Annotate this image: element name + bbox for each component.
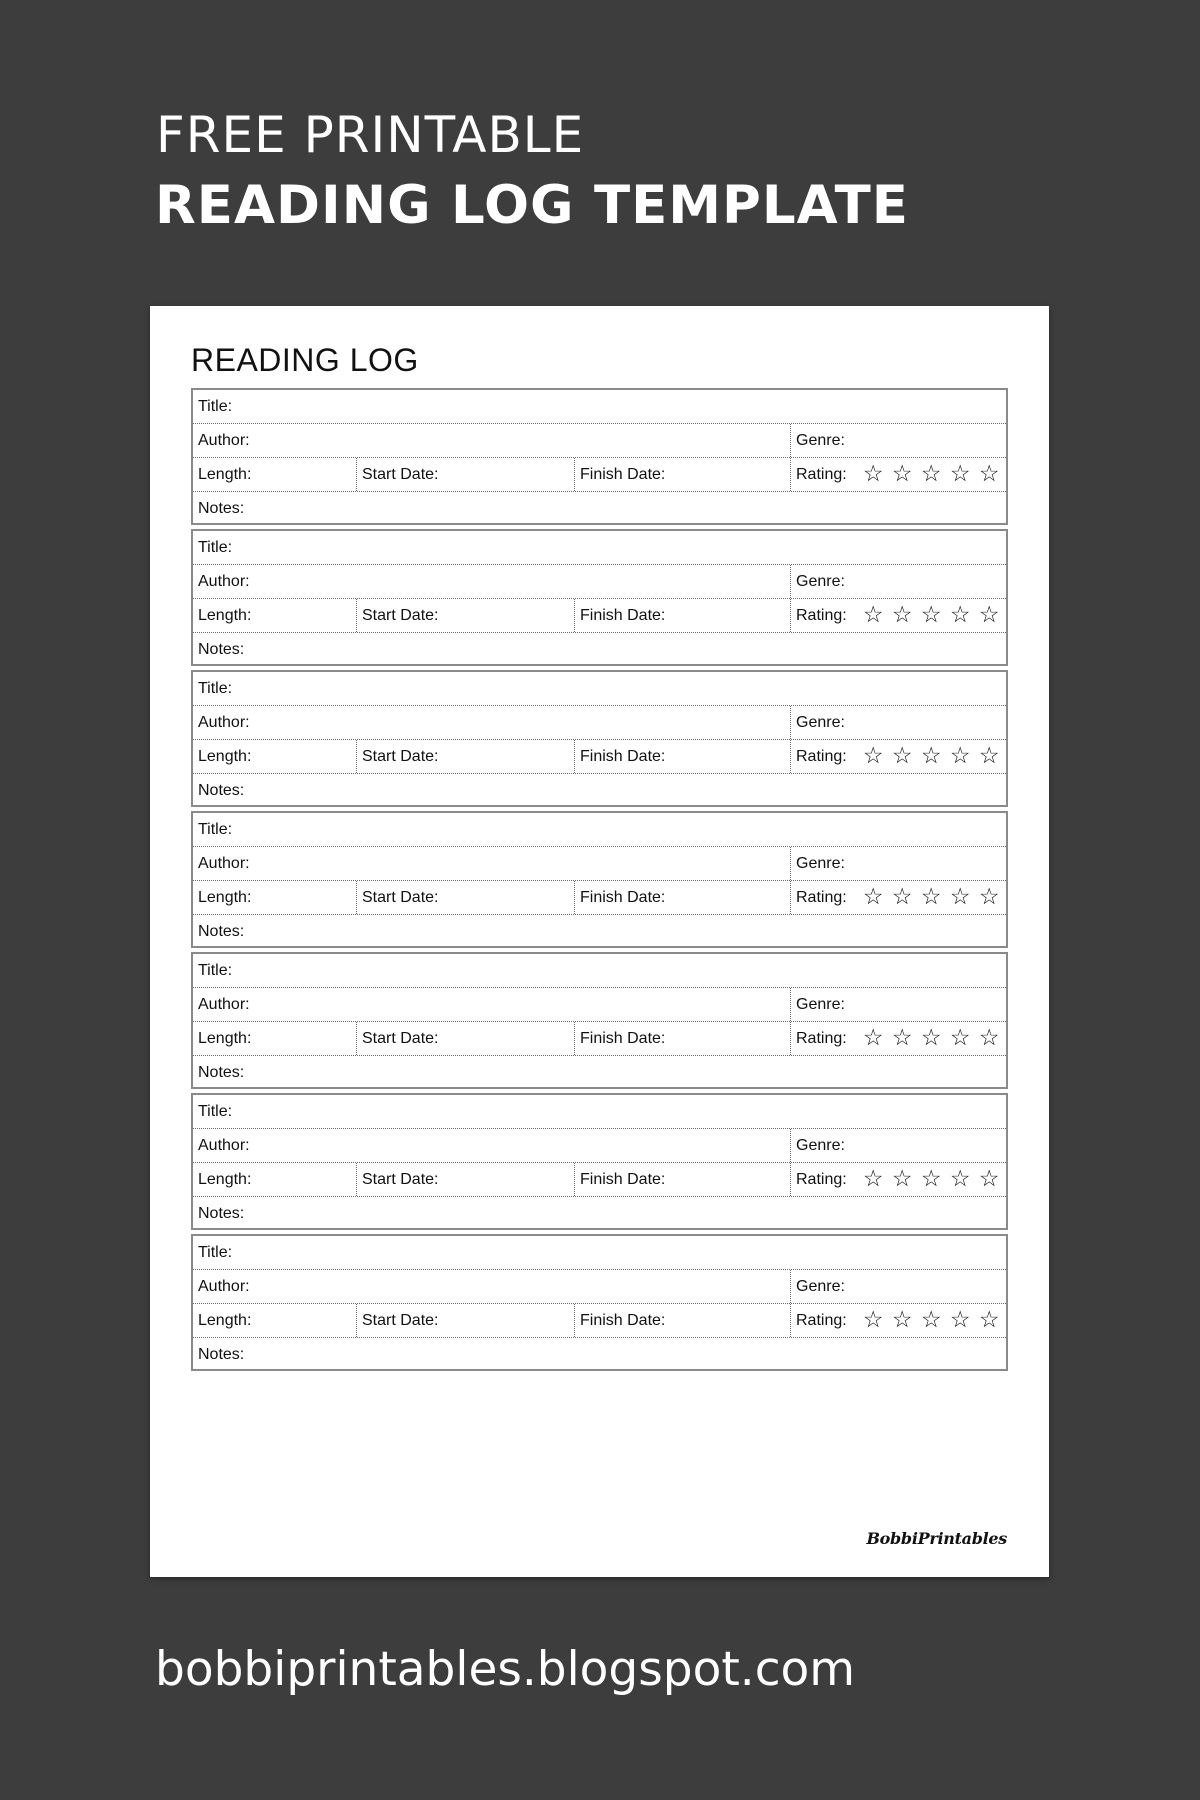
rating-field [790, 458, 1006, 491]
star-icon[interactable]: ☆ [978, 743, 1000, 769]
entry-title-row [193, 531, 1006, 564]
notes-field[interactable] [193, 1056, 1006, 1089]
star-icon[interactable]: ☆ [862, 884, 884, 910]
length-label: Length: [198, 747, 252, 765]
author-label: Author: [198, 995, 250, 1013]
entry-notes-row [193, 1196, 1006, 1230]
title-field[interactable] [193, 954, 1006, 987]
genre-label: Genre: [796, 713, 845, 731]
star-icon[interactable]: ☆ [862, 1307, 884, 1333]
rating-field [790, 740, 1006, 773]
length-field[interactable] [193, 1163, 356, 1196]
star-icon[interactable]: ☆ [978, 1307, 1000, 1333]
star-icon[interactable]: ☆ [949, 1166, 971, 1192]
entry-title-row [193, 672, 1006, 705]
author-field[interactable] [193, 847, 790, 880]
author-label: Author: [198, 854, 250, 872]
entry-details-row [193, 1303, 1006, 1337]
entry-title-row [193, 1236, 1006, 1269]
title-label: Title: [198, 1243, 233, 1261]
star-icon[interactable]: ☆ [862, 1166, 884, 1192]
genre-field[interactable] [790, 1270, 1006, 1303]
notes-field[interactable] [193, 492, 1006, 525]
start-date-label: Start Date: [362, 606, 439, 624]
finish-date-field[interactable] [574, 599, 790, 632]
genre-label: Genre: [796, 854, 845, 872]
entry-title-row [193, 390, 1006, 423]
hero-title-line-2: READING LOG TEMPLATE [155, 175, 909, 236]
genre-label: Genre: [796, 1277, 845, 1295]
notes-label: Notes: [198, 922, 245, 940]
finish-date-label: Finish Date: [580, 1311, 666, 1329]
rating-label: Rating: [796, 1029, 847, 1047]
rating-label: Rating: [796, 1170, 847, 1188]
length-field[interactable] [193, 1022, 356, 1055]
rating-label: Rating: [796, 465, 847, 483]
notes-label: Notes: [198, 1345, 245, 1363]
genre-field[interactable] [790, 565, 1006, 598]
notes-field[interactable] [193, 774, 1006, 807]
start-date-label: Start Date: [362, 747, 439, 765]
genre-field[interactable] [790, 847, 1006, 880]
title-field[interactable] [193, 390, 1006, 423]
finish-date-label: Finish Date: [580, 1170, 666, 1188]
finish-date-label: Finish Date: [580, 888, 666, 906]
author-field[interactable] [193, 424, 790, 457]
star-icon[interactable]: ☆ [891, 743, 913, 769]
star-icon[interactable]: ☆ [949, 461, 971, 487]
length-field[interactable] [193, 458, 356, 491]
author-field[interactable] [193, 988, 790, 1021]
sheet-title: READING LOG [191, 342, 419, 378]
finish-date-field[interactable] [574, 1163, 790, 1196]
title-field[interactable] [193, 672, 1006, 705]
brand-signature: BobbiPrintables [866, 1529, 1007, 1548]
reading-log-entry [191, 1093, 1008, 1230]
title-field[interactable] [193, 813, 1006, 846]
rating-field [790, 881, 1006, 914]
start-date-label: Start Date: [362, 465, 439, 483]
entry-details-row [193, 880, 1006, 914]
author-label: Author: [198, 713, 250, 731]
notes-label: Notes: [198, 640, 245, 658]
genre-label: Genre: [796, 431, 845, 449]
star-icon[interactable]: ☆ [891, 1307, 913, 1333]
rating-stars [859, 1309, 1004, 1332]
start-date-field[interactable] [356, 1022, 574, 1055]
entry-details-row [193, 739, 1006, 773]
reading-log-entry [191, 388, 1008, 525]
genre-label: Genre: [796, 572, 845, 590]
notes-field[interactable] [193, 633, 1006, 666]
start-date-field[interactable] [356, 740, 574, 773]
genre-field[interactable] [790, 988, 1006, 1021]
entry-author-row [193, 423, 1006, 457]
title-label: Title: [198, 1102, 233, 1120]
length-label: Length: [198, 465, 252, 483]
finish-date-field[interactable] [574, 881, 790, 914]
title-label: Title: [198, 961, 233, 979]
author-field[interactable] [193, 1270, 790, 1303]
entry-notes-row [193, 1055, 1006, 1089]
entry-details-row [193, 1162, 1006, 1196]
star-icon[interactable]: ☆ [920, 602, 942, 628]
length-label: Length: [198, 606, 252, 624]
star-icon[interactable]: ☆ [978, 1166, 1000, 1192]
reading-log-entry [191, 670, 1008, 807]
rating-stars [859, 745, 1004, 768]
entry-details-row [193, 1021, 1006, 1055]
star-icon[interactable]: ☆ [891, 1025, 913, 1051]
star-icon[interactable]: ☆ [978, 1025, 1000, 1051]
author-label: Author: [198, 431, 250, 449]
star-icon[interactable]: ☆ [891, 461, 913, 487]
site-url: bobbiprintables.blogspot.com [155, 1642, 856, 1697]
genre-field[interactable] [790, 424, 1006, 457]
star-icon[interactable]: ☆ [920, 1166, 942, 1192]
notes-field[interactable] [193, 915, 1006, 948]
notes-field[interactable] [193, 1338, 1006, 1371]
title-label: Title: [198, 538, 233, 556]
start-date-label: Start Date: [362, 888, 439, 906]
rating-label: Rating: [796, 606, 847, 624]
rating-stars [859, 604, 1004, 627]
entry-author-row [193, 564, 1006, 598]
length-label: Length: [198, 1311, 252, 1329]
author-field[interactable] [193, 706, 790, 739]
reading-log-entry [191, 811, 1008, 948]
star-icon[interactable]: ☆ [862, 461, 884, 487]
printable-sheet [150, 306, 1049, 1577]
start-date-label: Start Date: [362, 1170, 439, 1188]
genre-field[interactable] [790, 706, 1006, 739]
title-field[interactable] [193, 531, 1006, 564]
star-icon[interactable]: ☆ [949, 1025, 971, 1051]
genre-label: Genre: [796, 995, 845, 1013]
entry-notes-row [193, 914, 1006, 948]
length-label: Length: [198, 1029, 252, 1047]
notes-label: Notes: [198, 781, 245, 799]
notes-label: Notes: [198, 1063, 245, 1081]
rating-label: Rating: [796, 888, 847, 906]
star-icon[interactable]: ☆ [978, 884, 1000, 910]
star-icon[interactable]: ☆ [891, 884, 913, 910]
reading-log-entry [191, 1234, 1008, 1371]
finish-date-label: Finish Date: [580, 1029, 666, 1047]
finish-date-field[interactable] [574, 1304, 790, 1337]
star-icon[interactable]: ☆ [920, 1025, 942, 1051]
star-icon[interactable]: ☆ [862, 743, 884, 769]
rating-label: Rating: [796, 747, 847, 765]
title-field[interactable] [193, 1095, 1006, 1128]
star-icon[interactable]: ☆ [949, 1307, 971, 1333]
rating-stars [859, 463, 1004, 486]
notes-label: Notes: [198, 1204, 245, 1222]
author-label: Author: [198, 1277, 250, 1295]
start-date-field[interactable] [356, 599, 574, 632]
length-field[interactable] [193, 881, 356, 914]
finish-date-field[interactable] [574, 1022, 790, 1055]
star-icon[interactable]: ☆ [920, 1307, 942, 1333]
entry-notes-row [193, 491, 1006, 525]
star-icon[interactable]: ☆ [978, 602, 1000, 628]
entry-author-row [193, 846, 1006, 880]
start-date-field[interactable] [356, 1304, 574, 1337]
entry-author-row [193, 705, 1006, 739]
star-icon[interactable]: ☆ [949, 602, 971, 628]
rating-stars [859, 1027, 1004, 1050]
rating-field [790, 1304, 1006, 1337]
length-field[interactable] [193, 740, 356, 773]
finish-date-field[interactable] [574, 740, 790, 773]
rating-stars [859, 886, 1004, 909]
rating-stars [859, 1168, 1004, 1191]
entry-details-row [193, 598, 1006, 632]
star-icon[interactable]: ☆ [862, 1025, 884, 1051]
author-label: Author: [198, 572, 250, 590]
title-label: Title: [198, 679, 233, 697]
start-date-field[interactable] [356, 881, 574, 914]
length-field[interactable] [193, 599, 356, 632]
length-field[interactable] [193, 1304, 356, 1337]
entry-details-row [193, 457, 1006, 491]
entry-author-row [193, 1128, 1006, 1162]
entry-title-row [193, 813, 1006, 846]
rating-field [790, 1022, 1006, 1055]
author-label: Author: [198, 1136, 250, 1154]
reading-log-entry [191, 952, 1008, 1089]
rating-label: Rating: [796, 1311, 847, 1329]
start-date-field[interactable] [356, 458, 574, 491]
star-icon[interactable]: ☆ [949, 743, 971, 769]
finish-date-field[interactable] [574, 458, 790, 491]
entry-author-row [193, 987, 1006, 1021]
start-date-label: Start Date: [362, 1311, 439, 1329]
star-icon[interactable]: ☆ [891, 602, 913, 628]
reading-log-entry [191, 529, 1008, 666]
rating-field [790, 599, 1006, 632]
author-field[interactable] [193, 1129, 790, 1162]
entry-author-row [193, 1269, 1006, 1303]
entry-notes-row [193, 1337, 1006, 1371]
finish-date-label: Finish Date: [580, 606, 666, 624]
notes-label: Notes: [198, 499, 245, 517]
length-label: Length: [198, 888, 252, 906]
notes-field[interactable] [193, 1197, 1006, 1230]
star-icon[interactable]: ☆ [891, 1166, 913, 1192]
title-label: Title: [198, 397, 233, 415]
genre-label: Genre: [796, 1136, 845, 1154]
star-icon[interactable]: ☆ [920, 743, 942, 769]
hero-title-line-1: FREE PRINTABLE [156, 106, 585, 164]
star-icon[interactable]: ☆ [862, 602, 884, 628]
rating-field [790, 1163, 1006, 1196]
finish-date-label: Finish Date: [580, 465, 666, 483]
author-field[interactable] [193, 565, 790, 598]
star-icon[interactable]: ☆ [978, 461, 1000, 487]
entry-title-row [193, 954, 1006, 987]
genre-field[interactable] [790, 1129, 1006, 1162]
finish-date-label: Finish Date: [580, 747, 666, 765]
entry-notes-row [193, 632, 1006, 666]
length-label: Length: [198, 1170, 252, 1188]
start-date-field[interactable] [356, 1163, 574, 1196]
star-icon[interactable]: ☆ [949, 884, 971, 910]
title-field[interactable] [193, 1236, 1006, 1269]
star-icon[interactable]: ☆ [920, 884, 942, 910]
entry-notes-row [193, 773, 1006, 807]
title-label: Title: [198, 820, 233, 838]
entry-title-row [193, 1095, 1006, 1128]
star-icon[interactable]: ☆ [920, 461, 942, 487]
start-date-label: Start Date: [362, 1029, 439, 1047]
